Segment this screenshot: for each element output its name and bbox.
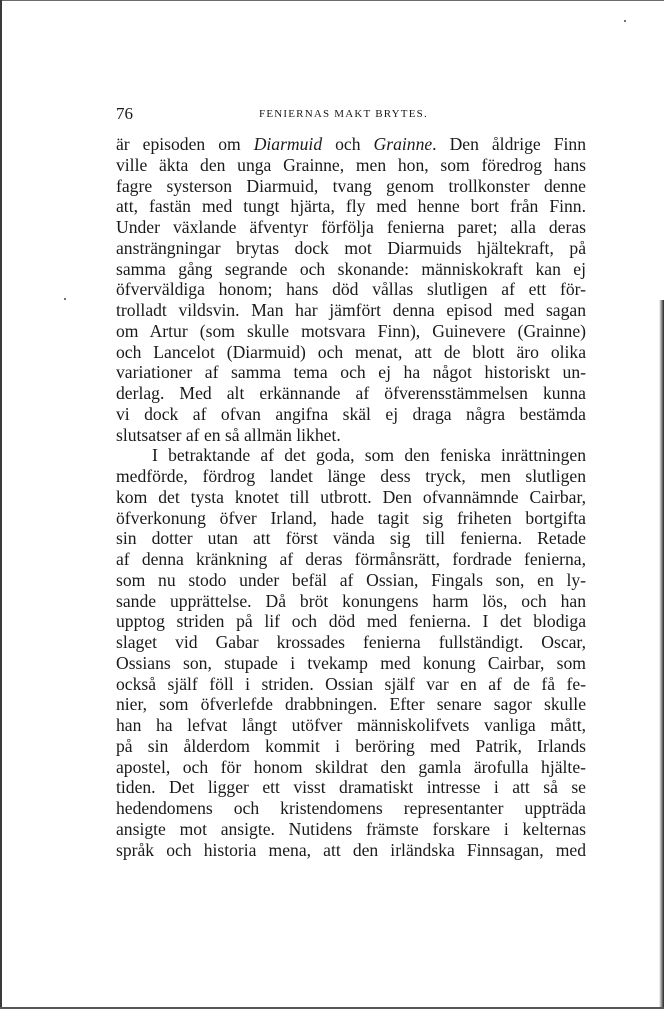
scan-speck <box>624 20 626 22</box>
body-text <box>116 134 586 860</box>
text-line <box>116 217 586 238</box>
text-line <box>116 279 586 300</box>
text-line <box>116 777 586 798</box>
text-segment: apostel, och för honom skildrat den gamla ärofulla hjälte- <box>116 756 586 777</box>
text-segment: Under växlande äfventyr förfölja fenierna paret; alla deras <box>116 217 586 237</box>
text-line <box>116 300 586 321</box>
text-line <box>116 466 586 487</box>
text-segment: och <box>322 134 374 154</box>
text-line <box>116 362 586 383</box>
text-line <box>116 653 586 674</box>
text-line <box>116 155 586 176</box>
text-line <box>116 259 586 280</box>
text-segment: språk och historia mena, att den irländska Finnsagan, med <box>116 839 586 860</box>
text-line <box>116 196 586 217</box>
text-segment: ansträngningar brytas dock mot Diarmuids hjältekraft, på <box>116 237 586 258</box>
page-header <box>116 104 586 126</box>
text-line <box>116 487 586 508</box>
text-line <box>116 508 586 529</box>
text-line <box>116 445 586 466</box>
text-segment: slutsatser af en så allmän likhet. <box>116 424 341 445</box>
text-segment: om Artur (som skulle motsvara Finn), Guinevere (Grainne) <box>116 320 586 341</box>
text-segment: öfverväldiga honom; hans död vållas slutligen af ett för- <box>116 279 586 300</box>
text-segment: derlag. Med alt erkännande af öfverensstämmelsen kunna <box>116 383 586 403</box>
text-line <box>116 425 586 446</box>
paragraph-1 <box>116 134 586 445</box>
text-segment: sin dotter utan att först vända sig till fenierna. Retade <box>116 528 586 549</box>
text-segment: öfverkonung öfver Irland, hade tagit sig friheten bortgifta <box>116 507 586 528</box>
text-line <box>116 528 586 549</box>
text-segment: ville äkta den unga Grainne, men hon, som föredrog hans <box>116 154 586 175</box>
text-segment: samma gång segrande och skonande: människokraft kan ej <box>116 258 586 279</box>
scan-speck <box>64 298 66 300</box>
text-line <box>116 715 586 736</box>
text-segment: tiden. Det ligger ett visst dramatiskt intresse i att så se <box>116 777 586 798</box>
text-segment: nier, som öfverlefde drabbningen. Efter senare sagor skulle <box>116 694 586 715</box>
text-segment: som nu stodo under befäl af Ossian, Fingals son, en ly- <box>116 569 586 590</box>
text-line <box>116 798 586 819</box>
paragraph-2 <box>116 445 586 860</box>
text-line <box>116 238 586 259</box>
italic-name: Diarmuid <box>253 134 323 154</box>
text-line <box>116 549 586 570</box>
text-segment: på sin ålderdom kommit i beröring med Patrik, Irlands <box>116 735 586 756</box>
text-line <box>116 840 586 861</box>
text-segment: han ha lefvat långt utöfver människolifvets vanliga mått, <box>116 715 586 735</box>
text-line <box>116 694 586 715</box>
page-number: 76 <box>116 104 133 123</box>
page-edge-top <box>0 0 664 1</box>
text-line <box>116 611 586 632</box>
text-line <box>116 591 586 612</box>
text-line <box>116 819 586 840</box>
text-line <box>116 404 586 425</box>
text-line <box>116 383 586 404</box>
text-line <box>116 736 586 757</box>
text-segment: upptog striden på lif och död med fenierna. I det blodiga <box>116 611 586 632</box>
text-segment: och Lancelot (Diarmuid) och menat, att de blott äro olika <box>116 341 586 362</box>
running-title: FENIERNAS MAKT BRYTES. <box>259 108 428 120</box>
text-segment: Ossians son, stupade i tvekamp med konung Cairbar, som <box>116 652 586 673</box>
text-line <box>116 176 586 197</box>
text-segment: är episoden om <box>116 134 254 154</box>
text-line <box>116 674 586 695</box>
text-segment: kom det tysta knotet till utbrott. Den ofvannämnde Cairbar, <box>116 486 586 507</box>
text-segment: . Den åldrige Finn <box>432 134 586 154</box>
text-line <box>116 134 586 155</box>
text-segment: trolladt vildsvin. Man har jämfört denna episod med sagan <box>116 300 586 320</box>
text-segment: fagre systerson Diarmuid, tvang genom trollkonster denne <box>116 175 586 196</box>
text-line <box>116 570 586 591</box>
text-segment: ansigte mot ansigte. Nutidens främste forskare i kelternas <box>116 818 586 839</box>
text-segment: sande upprättelse. Då bröt konungens harm lös, och han <box>116 590 586 611</box>
page-edge-right <box>659 300 664 1009</box>
text-segment: slaget vid Gabar krossades fenierna fullständigt. Oscar, <box>116 632 586 652</box>
text-line <box>116 321 586 342</box>
italic-name: Grainne <box>373 134 433 154</box>
text-segment: hedendomens och kristendomens representanter uppträda <box>116 798 586 818</box>
text-segment: också själf föll i striden. Ossian själf var en af de få fe- <box>116 673 586 694</box>
text-line <box>116 757 586 778</box>
text-line <box>116 342 586 363</box>
text-segment: af denna kränkning af deras förmånsrätt, fordrade fenierna, <box>116 549 586 569</box>
page-edge-left <box>0 0 2 1009</box>
text-segment: variationer af samma tema och ej ha något historiskt un- <box>116 362 586 383</box>
text-segment: vi dock af ofvan angifna skäl ej draga några bestämda <box>116 403 586 424</box>
text-segment: medförde, fördrog landet länge dess tryck, men slutligen <box>116 466 586 486</box>
text-segment: I betraktande af det goda, som den feniska inrättningen <box>152 445 586 466</box>
text-segment: att, fastän med tungt hjärta, fly med henne bort från Finn. <box>116 196 586 217</box>
text-line <box>116 632 586 653</box>
